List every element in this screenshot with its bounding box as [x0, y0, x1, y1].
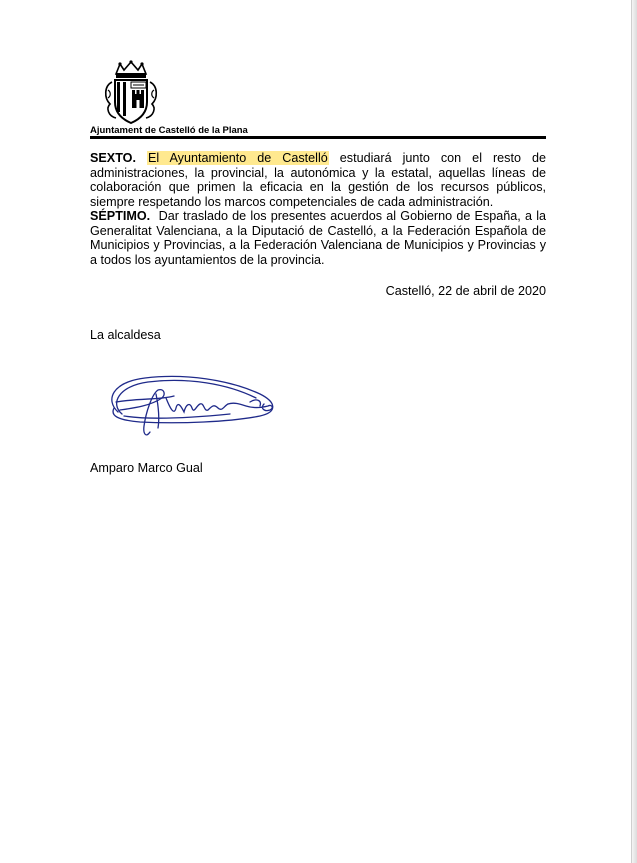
- header-divider: [90, 136, 546, 139]
- signer-name: Amparo Marco Gual: [90, 461, 203, 475]
- coat-of-arms-icon: [102, 60, 160, 126]
- paragraph-sexto: [90, 151, 546, 209]
- document-body: [90, 151, 546, 267]
- septimo-label: SÉPTIMO.: [90, 209, 151, 223]
- page-edge: [631, 0, 637, 863]
- organization-name: Ajuntament de Castelló de la Plana: [90, 125, 248, 136]
- date-line: Castelló, 22 de abril de 2020: [385, 284, 546, 298]
- sexto-text: estudiará junto con el resto de administraciones, la provincial, la autonómica y la estatal, aquellas líneas de colaboración que primen la eficacia en la gestión de los recursos públicos, siempre respetando los marcos competenciales de cada administración.: [90, 151, 546, 209]
- paragraph-septimo: [90, 209, 546, 267]
- septimo-text: Dar traslado de los presentes acuerdos al Gobierno de España, a la Generalitat Valenciana, a la Diputació de Castelló, a la Federación Española de Municipios y Provincias, a la Federación Valenciana de Municipios y Provincias y a todos los ayuntamientos de la provincia.: [90, 209, 547, 267]
- highlighted-text: El Ayuntamiento de Castelló: [147, 151, 328, 165]
- signer-role: La alcaldesa: [90, 328, 161, 342]
- handwritten-signature-icon: [100, 368, 282, 444]
- sexto-label: SEXTO.: [90, 151, 136, 165]
